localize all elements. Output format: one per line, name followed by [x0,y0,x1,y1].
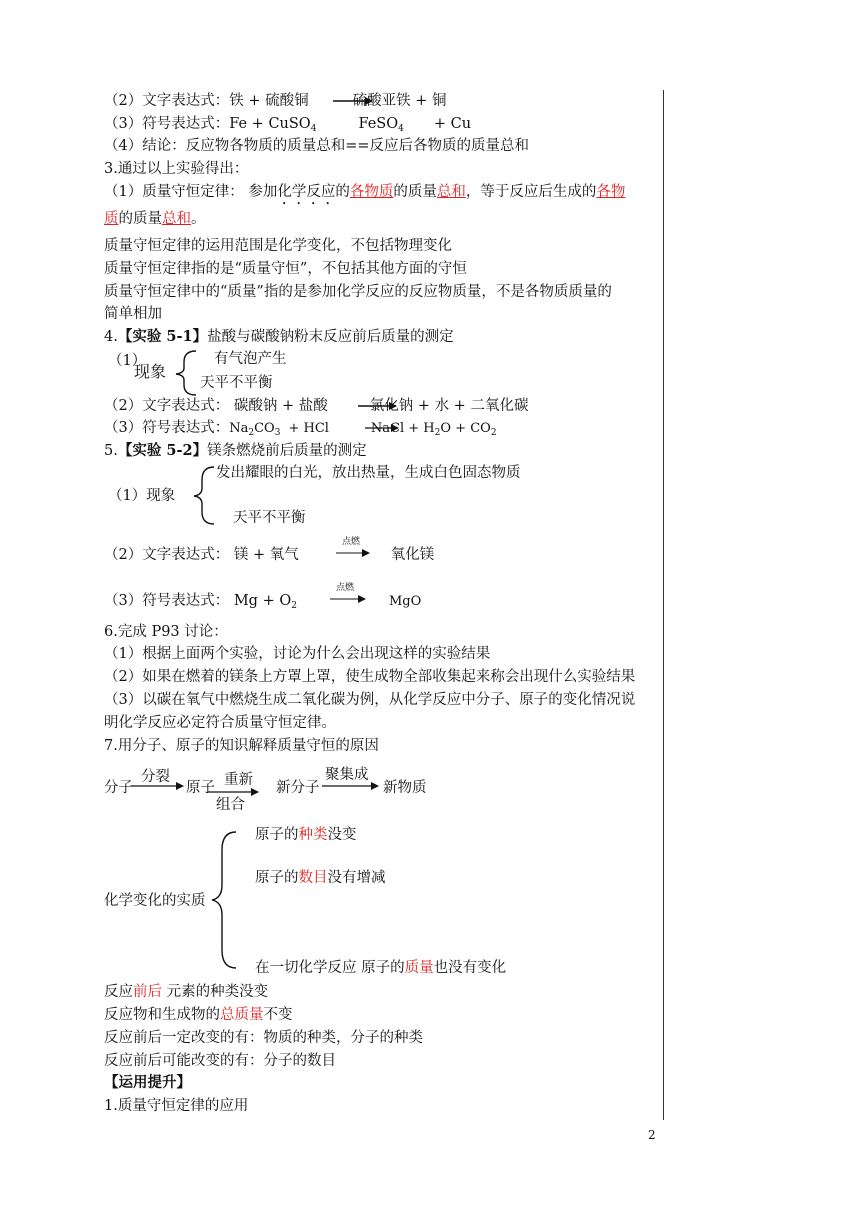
brace-icon [212,832,236,968]
text-line: （2）文字表达式： 碳酸钠 + 盐酸 氯化钠 + 水 + 二氧化碳 [104,398,529,414]
flow-recombine-top: 重新 [224,772,253,788]
essence-item: 原子的种类没变 [255,827,357,843]
text-line: （1）根据上面两个实验，讨论为什么会出现这样的实验结果 [104,646,491,662]
phenomenon-label: （1）现象 [108,488,176,504]
text-line: 质量守恒定律指的是“质量守恒”，不包括其他方面的守恒 [104,261,467,277]
essence-label: 化学变化的实质 [104,893,206,909]
phenomenon-label: 现象 [134,362,167,381]
essence-item: 原子的数目没有增减 [255,870,386,886]
text-line: 质量守恒定律中的“质量”指的是参加化学反应的反应物质量，不是各物质质量的 [104,284,612,300]
observation: 有气泡产生 [214,351,287,367]
text-line: 反应前后可能改变的有：分子的数目 [104,1053,336,1069]
text-line: （2）如果在燃着的镁条上方罩上罩，使生成物全部收集起来称会出现什么实验结果 [104,669,636,685]
text-line: （3）以碳在氧气中燃烧生成二氧化碳为例，从化学反应中分子、原子的变化情况说 [104,692,636,708]
text-line: 5.【实验 5-2】镁条燃烧前后质量的测定 [104,442,367,459]
section-heading: 【运用提升】 [104,1074,191,1091]
condition-label: 点燃 [336,583,355,593]
text-line: 简单相加 [104,306,162,322]
text-line: 6.完成 P93 讨论： [104,624,228,640]
text-line: 反应前后一定改变的有：物质的种类，分子的种类 [104,1030,423,1046]
text-line: 明化学反应必定符合质量守恒定律。 [104,715,336,731]
item-number: （1） [108,353,147,369]
page-number: 2 [648,1128,656,1142]
text-line: （3）符号表达式： $Mg + O_2$ MgO [104,593,422,611]
condition-label: 点燃 [342,537,361,547]
text-line: （1）质量守恒定律： 参加化学反应的各物质的质量总和，等于反应后生成的各物 [104,184,626,200]
flow-recombine-bottom: 组合 [216,797,245,813]
brace-icon [194,467,214,524]
text-line: （4）结论：反应物各物质的质量总和==反应后各物质的质量总和 [104,138,530,154]
text-line: 4.【实验 5-1】盐酸与碳酸钠粉末反应前后质量的测定 [104,328,454,345]
text-line: （2）文字表达式：铁 + 硫酸铜 硫酸亚铁 + 铜 [104,93,447,109]
flow-new-substance: 新物质 [383,780,427,796]
text-line: （2）文字表达式： 镁 + 氧气 氧化镁 [104,547,435,563]
text-line: 质量守恒定律的运用范围是化学变化，不包括物理变化 [104,238,452,254]
text-line: 反应前后 元素的种类没变 [104,984,269,1000]
text-line: 3.通过以上实验得出： [104,161,249,177]
observation: 发出耀眼的白光，放出热量，生成白色固态物质 [216,465,521,481]
text-line: （3）符号表达式：Fe + CuSO$_4$ FeSO$_4$ + Cu [104,116,472,134]
brace-icon [176,351,196,395]
observation: 天平不平衡 [233,510,306,526]
text-line: （3）符号表达式：$Na_2CO_3$ + HCl NaCl + $H_2O + CO_2$ [104,420,497,438]
flow-new-molecule: 新分子 [276,780,320,796]
text-line: 质的质量总和。 [104,211,206,227]
flow-molecule: 分子 [104,780,133,796]
observation: 天平不平衡 [200,375,273,391]
text-line: 反应物和生成物的总质量不变 [104,1007,293,1023]
flow-gather: 聚集成 [325,767,369,783]
text-line: 7.用分子、原子的知识解释质量守恒的原因 [104,738,379,754]
text-line: 1.质量守恒定律的应用 [104,1098,249,1114]
flow-atom: 原子 [186,780,215,796]
flow-split: 分裂 [141,769,170,785]
essence-item: 在一切化学反应 原子的质量也没有变化 [255,960,507,976]
